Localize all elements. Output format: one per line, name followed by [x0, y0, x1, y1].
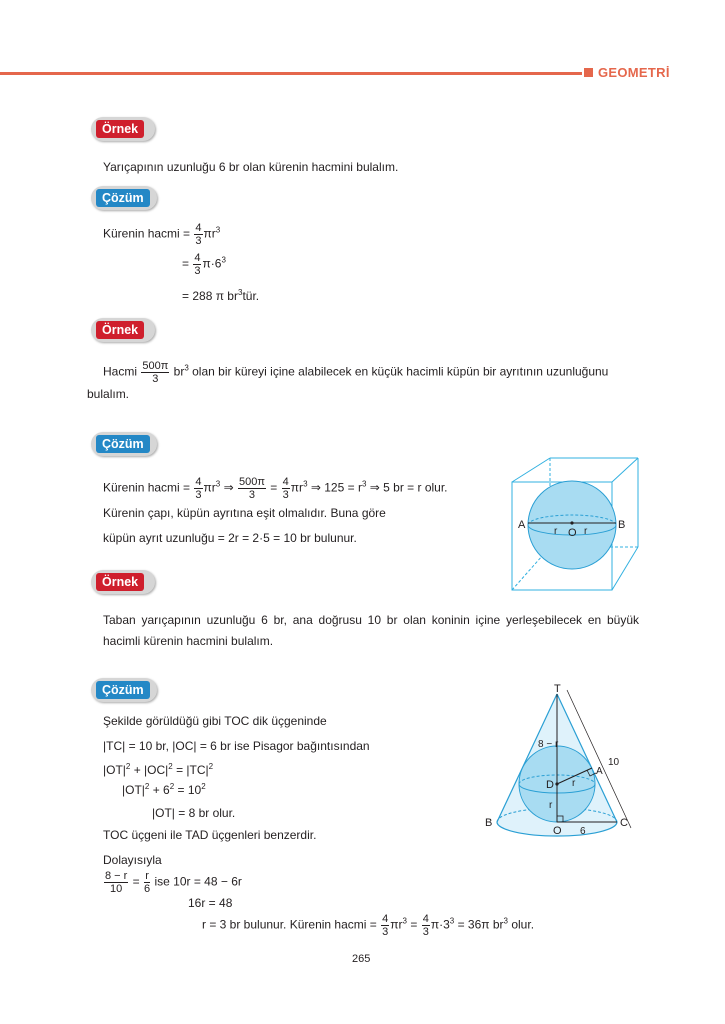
header-rule: [0, 72, 582, 75]
radius-label: r: [554, 526, 558, 537]
ex3-line3: $|OT|^2 + |OC|^2 = |TC|^2$: [103, 762, 214, 777]
ex3-line2: |TC| = 10 br, |OC| = 6 br ise Pisagor bağıntısından: [103, 739, 370, 753]
point-D: D: [546, 779, 554, 791]
example-tag: Örnek: [91, 117, 155, 141]
solution-tag: Çözüm: [91, 186, 157, 210]
cone-sphere-figure: [483, 682, 643, 844]
ex3-line5: |OT| = 8 br olur.: [152, 806, 236, 820]
ex1-line3: = 288 π $br^3tür$.: [182, 288, 260, 303]
point-O: O: [553, 825, 562, 837]
ex3-line4: $|OT|^2 + 6^2 = 10^2$: [122, 782, 206, 797]
point-B: B: [618, 519, 626, 531]
ex1-problem: Yarıçapının uzunluğu 6 br olan kürenin hacmini bulalım.: [103, 160, 399, 174]
ex3-line1: Şekilde görüldüğü gibi TOC dik üçgeninde: [103, 714, 327, 728]
radius-label: r: [584, 526, 588, 537]
ex1-line2: = $\frac{4}{3}$ $\pi\cdot 6^3$: [182, 252, 226, 277]
radius-label: r: [549, 800, 553, 811]
ex2-sol-line1: Kürenin hacmi = $\frac{4}{3}$ $\pi r^3$ ⇒ $\frac{500\pi}{3}$ = $\frac{4}{3}$ $\pi r^3$ ⇒ $125 = r^3$ ⇒ 5 br = r olur.: [103, 476, 448, 501]
example-tag: Örnek: [91, 318, 155, 342]
header-square: [584, 68, 593, 77]
ex3-line7: Dolayısıyla: [103, 853, 162, 867]
ex3-problem: Taban yarıçapının uzunluğu 6 br, ana doğrusu 10 br olan koninin içine yerleşebilecek en büyük hacimli kürenin hacmini bulalım.: [103, 613, 639, 648]
point-C: C: [620, 817, 628, 829]
page-number: 265: [352, 953, 371, 965]
example-tag: Örnek: [91, 570, 155, 594]
ex2-sol-line3: küpün ayrıt uzunluğu = 2r = 2·5 = 10 br bulunur.: [103, 531, 357, 545]
subject-title: GEOMETRİ: [598, 65, 670, 80]
point-A: A: [518, 519, 526, 531]
ex3-line9: 16r = 48: [188, 896, 233, 910]
cube-sphere-figure: [510, 455, 645, 595]
ex2-problem: Hacmi $\frac{500\pi}{3}$ $br^3$ olan bir küreyi içine alabilecek en küçük hacimli küpün bir ayrıtının uzunluğunu: [103, 360, 609, 385]
ex3-line6: TOC üçgeni ile TAD üçgenleri benzerdir.: [103, 828, 317, 842]
label-6: 6: [580, 826, 586, 837]
radius-label: r: [572, 778, 576, 789]
ex3-line8: $\frac{8 - r}{10}$ = $\frac{r}{6}$ ise 10r = 48 − 6r: [105, 870, 242, 895]
point-T: T: [554, 683, 561, 695]
point-O: O: [568, 527, 577, 539]
ex2-problem-line2: bulalım.: [87, 387, 130, 401]
ex3-line10: r = 3 br bulunur. Kürenin hacmi = $\frac{4}{3}$ $\pi r^3$ = $\frac{4}{3}$ $\pi\cdot 3^3 = 36\pi$ $br^3$ olur.: [202, 913, 535, 938]
point-A: A: [596, 766, 603, 777]
ex2-sol-line2: Kürenin çapı, küpün ayrıtına eşit olmalıdır. Buna göre: [103, 506, 386, 520]
label-10: 10: [608, 757, 620, 768]
label-8-minus-r: 8 − r: [538, 739, 559, 750]
solution-tag: Çözüm: [91, 432, 157, 456]
solution-tag: Çözüm: [91, 678, 157, 702]
sphere: [528, 481, 616, 569]
ex1-line1: Kürenin hacmi = $\frac{4}{3}$ $\pi r^3$: [103, 222, 221, 247]
point-B: B: [485, 817, 493, 829]
